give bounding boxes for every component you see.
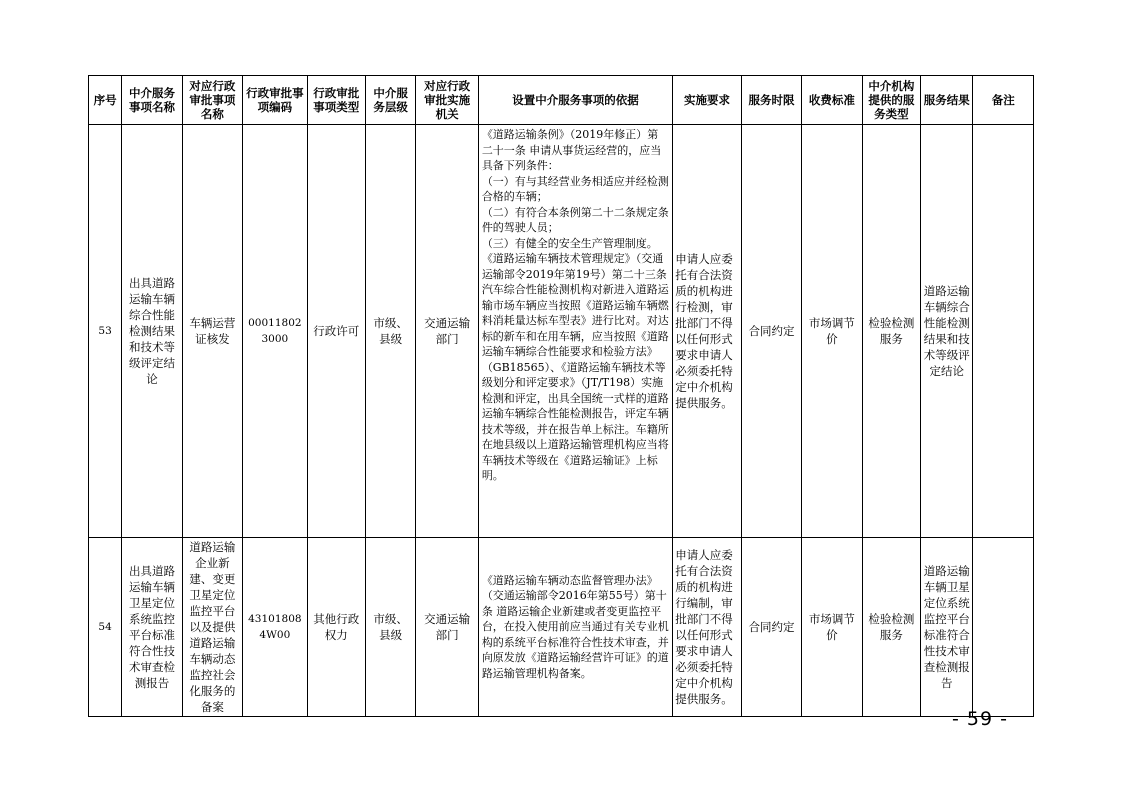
cell-remark [973, 538, 1034, 717]
table-row [89, 538, 1034, 717]
page-number: - 59 - [952, 708, 1008, 730]
header-row [89, 76, 1034, 125]
cell-approval-type: 行政许可 [307, 125, 365, 538]
header-requirement: 实施要求 [673, 76, 742, 125]
cell-approval-type: 其他行政权力 [307, 538, 365, 717]
header-approval-type: 行政审批事项类型 [307, 76, 365, 125]
header-service-name: 中介服务事项名称 [122, 76, 182, 125]
cell-authority: 交通运输部门 [416, 538, 478, 717]
cell-requirement: 申请人应委托有合法资质的机构进行检测，审批部门不得以任何形式要求申请人必须委托特定中介机构提供服务。 [673, 125, 742, 538]
cell-remark [973, 125, 1034, 538]
cell-level: 市级、县级 [366, 125, 416, 538]
basis-paragraph: （一）有与其经营业务相适应并经检测合格的车辆； [481, 174, 669, 203]
cell-service-name: 出具道路运输车辆卫星定位系统监控平台标准符合性技术审查检测报告 [122, 538, 182, 717]
cell-fee: 市场调节价 [802, 125, 862, 538]
cell-seq: 54 [89, 538, 122, 717]
header-fee: 收费标准 [802, 76, 862, 125]
basis-paragraph: 《道路运输条例》（2019年修正）第二十一条 申请从事货运经营的，应当具备下列条件： [481, 128, 662, 172]
cell-level: 市级、县级 [366, 538, 416, 717]
header-basis: 设置中介服务事项的依据 [478, 76, 672, 125]
intermediary-services-table [88, 75, 1034, 717]
cell-approval-code: 000118023000 [243, 125, 307, 538]
cell-seq: 53 [89, 125, 122, 538]
header-authority: 对应行政审批实施机关 [416, 76, 478, 125]
cell-fee: 市场调节价 [802, 538, 862, 717]
cell-service-name: 出具道路运输车辆综合性能检测结果和技术等级评定结论 [122, 125, 182, 538]
cell-time-limit: 合同约定 [741, 538, 801, 717]
basis-paragraph: 《道路运输车辆技术管理规定》（交通运输部令2019年第19号）第二十三条 汽车综合性能检测机构对新进入道路运输市场车辆应当按照《道路运输车辆燃料消耗量达标车型表》进行比对。对达标的新车和在用车辆，应当按照《道路运输车辆综合性能要求和检验方法》（GB18565）、《道路运输车辆技术等级划分和评定要求》（JT/T198）实施检测和评定，出具全国统一式样的道路运输车辆综合性能检测报告，评定车辆技术等级，并在报告单上标注。车籍所在地县级以上道路运输管理机构应当将车辆技术等级在《道路运输证》上标明。 [481, 252, 669, 482]
header-remark: 备注 [973, 76, 1034, 125]
basis-paragraph: 《道路运输车辆动态监督管理办法》（交通运输部令2016年第55号）第十条 道路运输企业新建或者变更监控平台，在投入使用前应当通过有关专业机构的系统平台标准符合性技术审查，并向原发放《道路运输经营许可证》的道路运输管理机构备案。 [481, 573, 669, 680]
cell-service-type: 检验检测服务 [862, 125, 920, 538]
cell-result: 道路运输车辆卫星定位系统监控平台标准符合性技术审查检测报告 [921, 538, 973, 717]
table-row [89, 125, 1034, 538]
cell-basis [478, 125, 672, 538]
cell-approval-code: 431018084W00 [243, 538, 307, 717]
basis-paragraph: （三）有健全的安全生产管理制度。 [481, 236, 658, 250]
cell-basis [478, 538, 672, 717]
cell-time-limit: 合同约定 [741, 125, 801, 538]
basis-paragraph: （二）有符合本条例第二十二条规定条件的驾驶人员； [481, 205, 669, 234]
header-approval-name: 对应行政审批事项名称 [182, 76, 242, 125]
cell-authority: 交通运输部门 [416, 125, 478, 538]
cell-approval-name: 车辆运营证核发 [182, 125, 242, 538]
cell-service-type: 检验检测服务 [862, 538, 920, 717]
cell-approval-name: 道路运输企业新建、变更卫星定位监控平台以及提供道路运输车辆动态监控社会化服务的备案 [182, 538, 242, 717]
header-seq: 序号 [89, 76, 122, 125]
header-time-limit: 服务时限 [741, 76, 801, 125]
cell-result: 道路运输车辆综合性能检测结果和技术等级评定结论 [921, 125, 973, 538]
header-service-type: 中介机构提供的服务类型 [862, 76, 920, 125]
header-approval-code: 行政审批事项编码 [243, 76, 307, 125]
header-result: 服务结果 [921, 76, 973, 125]
header-level: 中介服务层级 [366, 76, 416, 125]
cell-requirement: 申请人应委托有合法资质的机构进行编制，审批部门不得以任何形式要求申请人必须委托特定中介机构提供服务。 [673, 538, 742, 717]
